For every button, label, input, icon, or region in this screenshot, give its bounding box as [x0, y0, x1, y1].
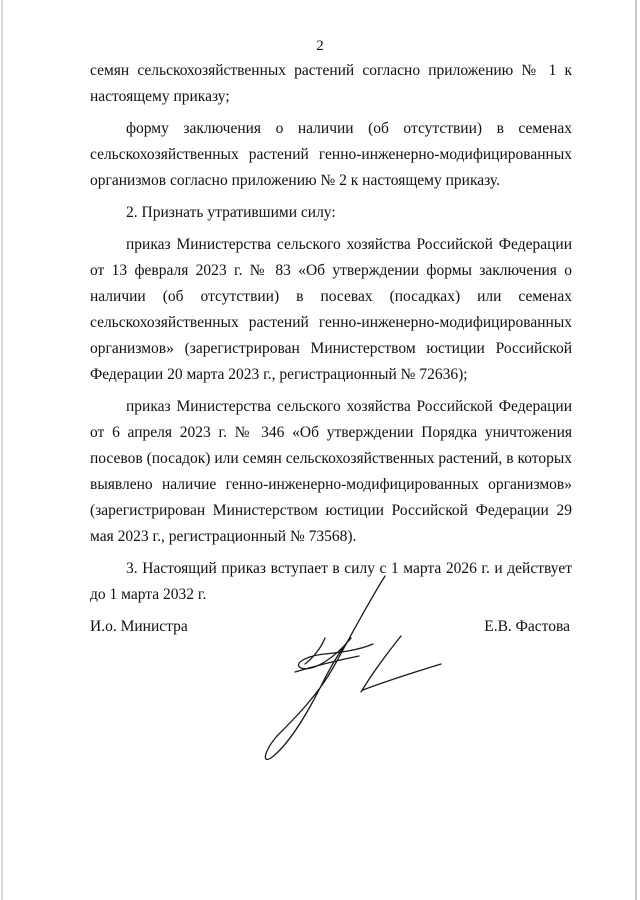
paragraph-repeal-heading: 2. Признать утратившими силу:: [126, 204, 336, 221]
signer-position: И.о. Министра: [90, 618, 188, 635]
page-number: 2: [316, 38, 324, 54]
paragraph-conclusion-form: форму заключения о наличии (об отсутствии) в семенах сельскохозяйственных растений генно-инженерно-модифицированных организмов согласно приложению № 2 к настоящему приказу.: [90, 120, 572, 189]
document-body: [90, 58, 572, 614]
paragraph-seeds-appendix-1: семян сельскохозяйственных растений согласно приложению № 1 к настоящему приказу;: [90, 62, 572, 105]
signer-name: Е.В. Фастова: [484, 618, 570, 635]
paragraph-repealed-order-83: приказ Министерства сельского хозяйства Российской Федерации от 13 февраля 2023 г. № 83 «Об утверждении формы заключения о наличии (об отсутствии) в посевах (посадках) или семенах сельскохозяйственных растений генно-инженерно-модифицированных организмов» (зарегистрирован Министерством юстиции Российской Федерации 20 марта 2023 г., регистрационный № 72636);: [90, 236, 572, 383]
handwritten-signature: [255, 568, 455, 778]
scan-edge-left: [1, 0, 3, 900]
signature-stroke-hook: [305, 638, 325, 664]
paragraph-repealed-order-346: приказ Министерства сельского хозяйства Российской Федерации от 6 апреля 2023 г. № 346 «Об утверждении Порядка уничтожения посевов (посадок) или семян сельскохозяйственных растений, в которых выявлено наличие генно-инженерно-модифицированных организмов» (зарегистрирован Министерством юстиции Российской Федерации 29 мая 2023 г., регистрационный № 73568).: [90, 398, 572, 545]
signature-stroke-tail: [363, 664, 441, 690]
scan-edge-right: [635, 0, 637, 900]
paragraph-effective-date: 3. Настоящий приказ вступает в силу с 1 марта 2026 г. и действует до 1 марта 2032 г.: [90, 560, 572, 603]
signature-stroke-main: [265, 576, 385, 759]
